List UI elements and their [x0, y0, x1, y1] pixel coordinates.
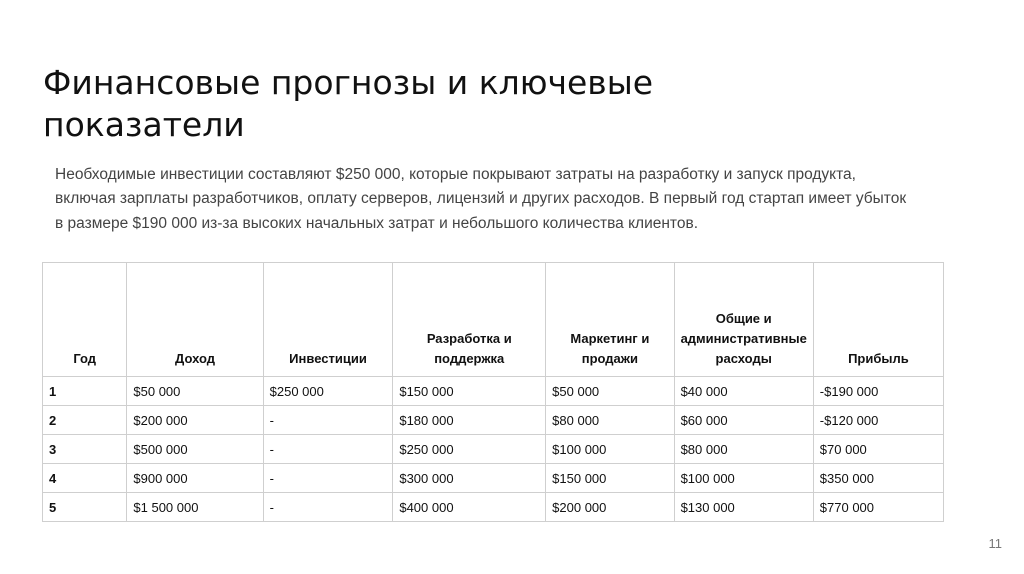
cell-profit: $350 000	[813, 464, 943, 493]
header-general-admin: Общие и административные расходы	[674, 263, 813, 377]
table-row	[43, 435, 944, 464]
slide-title: Финансовые прогнозы и ключевые показатели	[43, 63, 654, 145]
cell-year: 3	[43, 435, 127, 464]
cell-general-admin: $40 000	[674, 377, 813, 406]
cell-general-admin: $60 000	[674, 406, 813, 435]
cell-development: $150 000	[393, 377, 546, 406]
cell-marketing: $200 000	[546, 493, 674, 522]
cell-investment: -	[263, 406, 393, 435]
cell-general-admin: $80 000	[674, 435, 813, 464]
cell-development: $400 000	[393, 493, 546, 522]
table-row	[43, 464, 944, 493]
header-investment: Инвестиции	[263, 263, 393, 377]
cell-profit: -$120 000	[813, 406, 943, 435]
cell-marketing: $50 000	[546, 377, 674, 406]
cell-development: $250 000	[393, 435, 546, 464]
cell-general-admin: $130 000	[674, 493, 813, 522]
cell-marketing: $80 000	[546, 406, 674, 435]
cell-revenue: $900 000	[127, 464, 263, 493]
cell-investment: -	[263, 464, 393, 493]
financial-table	[42, 262, 944, 522]
cell-development: $180 000	[393, 406, 546, 435]
table-header-row	[43, 263, 944, 377]
cell-investment: -	[263, 493, 393, 522]
cell-general-admin: $100 000	[674, 464, 813, 493]
intro-paragraph: Необходимые инвестиции составляют $250 000, которые покрывают затраты на разработку и запуск продукта, включая зарплаты разработчиков, оплату серверов, лицензий и других расходов. В первый год стартап имеет убыток в размере $190 000 из-за высоких начальных затрат и небольшого количества клиентов.	[55, 165, 907, 232]
cell-year: 1	[43, 377, 127, 406]
cell-marketing: $150 000	[546, 464, 674, 493]
cell-revenue: $1 500 000	[127, 493, 263, 522]
table-row	[43, 377, 944, 406]
cell-investment: -	[263, 435, 393, 464]
cell-profit: -$190 000	[813, 377, 943, 406]
header-revenue: Доход	[127, 263, 263, 377]
cell-development: $300 000	[393, 464, 546, 493]
cell-year: 5	[43, 493, 127, 522]
cell-revenue: $200 000	[127, 406, 263, 435]
cell-profit: $70 000	[813, 435, 943, 464]
header-development: Разработка и поддержка	[393, 263, 546, 377]
cell-revenue: $500 000	[127, 435, 263, 464]
header-marketing: Маркетинг и продажи	[546, 263, 674, 377]
header-profit: Прибыль	[813, 263, 943, 377]
cell-revenue: $50 000	[127, 377, 263, 406]
cell-year: 2	[43, 406, 127, 435]
cell-profit: $770 000	[813, 493, 943, 522]
cell-investment: $250 000	[263, 377, 393, 406]
table-row	[43, 406, 944, 435]
table-row	[43, 493, 944, 522]
header-year: Год	[43, 263, 127, 377]
cell-year: 4	[43, 464, 127, 493]
page-number: 11	[988, 536, 1002, 551]
cell-marketing: $100 000	[546, 435, 674, 464]
